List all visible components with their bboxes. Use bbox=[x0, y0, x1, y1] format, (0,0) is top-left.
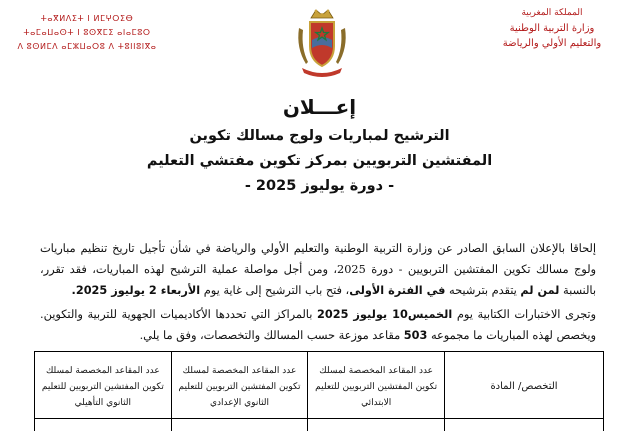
p2-post: مقاعد موزعة حسب المسالك والتخصصات، وفق ما يلي. bbox=[139, 329, 401, 342]
tifinagh-line-1: ⵜⴰⴳⵍⴷⵉⵜ ⵏ ⵍⵎⵖⵔⵉⴱ bbox=[40, 14, 134, 23]
ministry-line-2: وزارة التربية الوطنية bbox=[509, 23, 595, 34]
announcement-subtitle-1: الترشيح لمباريات ولوج مسالك تكوين bbox=[189, 128, 450, 144]
column-header-high: عدد المقاعد المخصصة لمسلك تكوين المفتشين التربويين للتعليم الثانوي التأهيلي bbox=[35, 352, 172, 419]
column-header-middle: عدد المقاعد المخصصة لمسلك تكوين المفتشين التربويين للتعليم الثانوي الإعدادي bbox=[171, 352, 308, 419]
p2-mid: بالمراكز التي تحددها الأكاديميات الجهوية للتربية والتكوين. ويخصص لهذه المباريات ما مجموعه bbox=[40, 308, 596, 342]
table-cell bbox=[171, 419, 308, 431]
table-cell bbox=[445, 419, 604, 431]
p1-line-1: إلحاقا بالإعلان السابق الصادر عن وزارة التربية الوطنية والتعليم الأولي والرياضة في شأن تأجيل تاريخ تنظيم bbox=[80, 242, 597, 255]
p1-l3-bold1: لمن لم bbox=[520, 284, 560, 297]
column-header-specialty: التخصص/ المادة bbox=[445, 352, 604, 419]
table-cell bbox=[35, 419, 172, 431]
total-seats: 503 bbox=[403, 329, 428, 342]
announcement-title-block bbox=[0, 94, 639, 199]
seats-table bbox=[34, 351, 604, 431]
tifinagh-line-3: ⴷ ⵓⵙⵍⵎⴷ ⴰⵎⵣⵡⴰⵔⵓ ⴷ ⵜⵓⵏⵏⵓⵏⴳⴰ bbox=[17, 42, 157, 51]
column-header-primary: عدد المقاعد المخصصة لمسلك تكوين المفتشين التربويين للتعليم الابتدائي bbox=[308, 352, 445, 419]
paragraph-2 bbox=[40, 304, 596, 346]
p1-l3-pre: بالنسبة bbox=[563, 284, 596, 297]
announcement-subtitle-2: المفتشين التربويين بمركز تكوين مفتشي التعليم bbox=[146, 153, 493, 169]
ministry-line-1: المملكة المغربية bbox=[521, 8, 583, 18]
moroccan-coat-of-arms-icon bbox=[294, 6, 350, 78]
ministry-name-tifinagh bbox=[12, 12, 162, 54]
paragraph-1 bbox=[40, 238, 596, 301]
tifinagh-line-2: ⵜⴰⵎⴰⵡⴰⵙⵜ ⵏ ⵓⵙⴳⵎⵉ ⴰⵏⴰⵎⵓⵔ bbox=[23, 28, 151, 37]
first-period-text: في الفترة الأولى bbox=[349, 284, 446, 297]
table-row bbox=[35, 419, 604, 431]
table-cell bbox=[308, 419, 445, 431]
p1-line-2: مباريات ولوج مسالك تكوين المفتشين التربويين - دورة 2025، ومن أجل مواصلة عملية الترشيح لهذه المباريات، فقد تقرر، bbox=[40, 242, 596, 276]
announcement-body bbox=[40, 238, 596, 346]
p2-pre: وتجرى الاختبارات الكتابية يوم bbox=[456, 308, 596, 321]
exam-date: الخميس10 يوليوز 2025 bbox=[317, 308, 453, 321]
deadline-date: الأربعاء 2 يوليوز 2025. bbox=[71, 284, 201, 297]
p1-l3-mid: يتقدم بترشيحه bbox=[449, 284, 517, 297]
announcement-title: إعـــلان bbox=[282, 95, 357, 119]
table-header-row bbox=[35, 352, 604, 419]
announcement-session: - دورة يوليوز 2025 - bbox=[244, 178, 395, 194]
ministry-name-arabic bbox=[477, 6, 627, 51]
p1-l3-post: ، فتح باب الترشيح إلى غاية يوم bbox=[203, 284, 350, 297]
ministry-line-3: والتعليم الأولي والرياضة bbox=[502, 38, 602, 49]
